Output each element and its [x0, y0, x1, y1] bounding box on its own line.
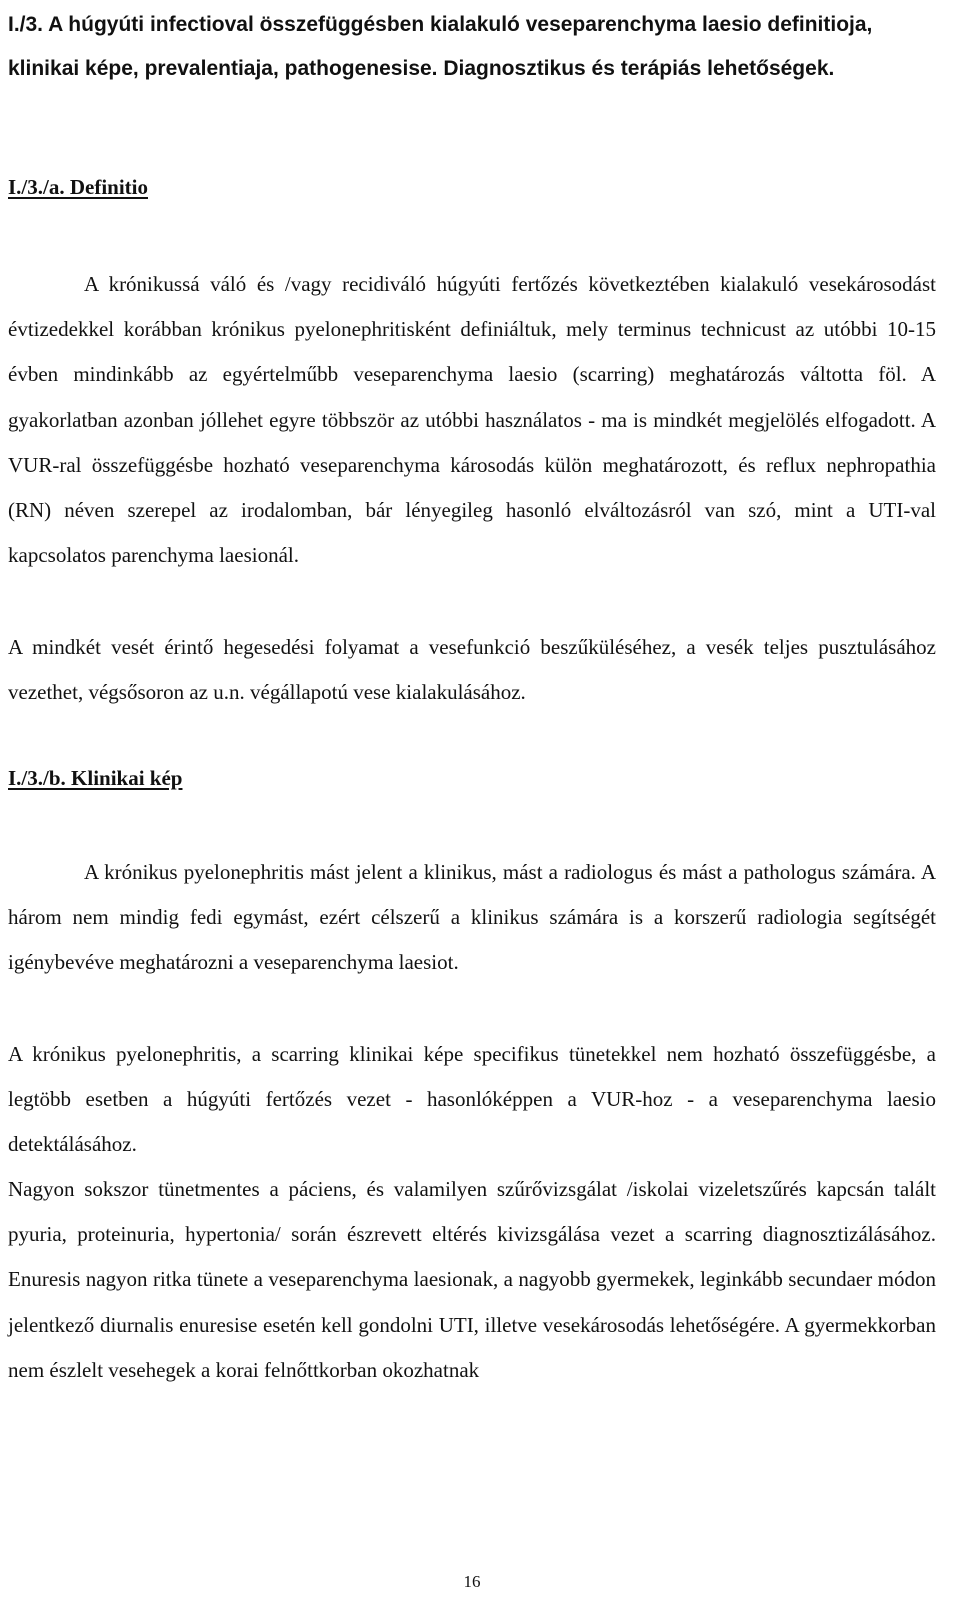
paragraph-definitio-1: A krónikussá váló és /vagy recidiváló húgyúti fertőzés következtében kialakuló vesekárosodást évtizedekkel korábban krónikus pyelonephritisként definiáltuk, mely terminus technicust az utóbbi 10-15 évben mindinkább az egyértelműbb veseparenchyma laesio (scarring) meghatározás váltotta föl. A gyakorlatban azonban jóllehet egyre többször az utóbbi használatos - ma is mindkét megjelölés elfogadott. A VUR-ral összefüggésbe hozható veseparenchyma károsodás külön meghatározott, és reflux nephropathia (RN) néven szerepel az irodalomban, bár lényegileg hasonló elváltozásról van szó, mint a UTI-val kapcsolatos parenchyma laesionál. — [8, 272, 936, 568]
paragraph-klinikai-kep-1: A krónikus pyelonephritis mást jelent a klinikus, mást a radiologus és mást a pathologus számára. A három nem mindig fedi egymást, ezért célszerű a klinikus számára is a korszerű radiologia segítségét igénybevéve meghatározni a veseparenchyma laesiot. — [8, 860, 936, 975]
paragraph-klinikai-kep-2: A krónikus pyelonephritis, a scarring klinikai képe specifikus tünetekkel nem hozható összefüggésbe, a legtöbb esetben a húgyúti fertőzés vezet - hasonlóképpen a VUR-hoz - a veseparenchyma laesio detektálásához. — [8, 1042, 936, 1157]
heading-definitio: I./3./a. Definitio — [8, 175, 148, 199]
section-title: I./3. A húgyúti infectioval összefüggésben kialakuló veseparenchyma laesio definitioja, klinikai képe, prevalentiaja, pathogenesise. Diagnosztikus és terápiás lehetőségek. — [8, 13, 873, 80]
heading-klinikai-kep: I./3./b. Klinikai kép — [8, 766, 183, 790]
paragraph-klinikai-kep-3: Nagyon sokszor tünetmentes a páciens, és valamilyen szűrővizsgálat /iskolai vizeletszűrés kapcsán talált pyuria, proteinuria, hypertonia/ során észrevett eltérés kivizsgálása vezet a scarring diagnosztizálásához. Enuresis nagyon ritka tünete a veseparenchyma laesionak, a nagyobb gyermekek, leginkább secundaer módon jelentkező diurnalis enuresise esetén kell gondolni UTI, illetve vesekárosodás lehetőségére. A gyermekkorban nem észlelt vesehegek a korai felnőttkorban okozhatnak — [8, 1177, 936, 1382]
paragraph-definitio-2: A mindkét vesét érintő hegesedési folyamat a vesefunkció beszűküléséhez, a vesék teljes pusztulásához vezethet, végsősoron az u.n. végállapotú vese kialakulásához. — [8, 635, 936, 705]
page-number: 16 — [463, 1572, 481, 1591]
